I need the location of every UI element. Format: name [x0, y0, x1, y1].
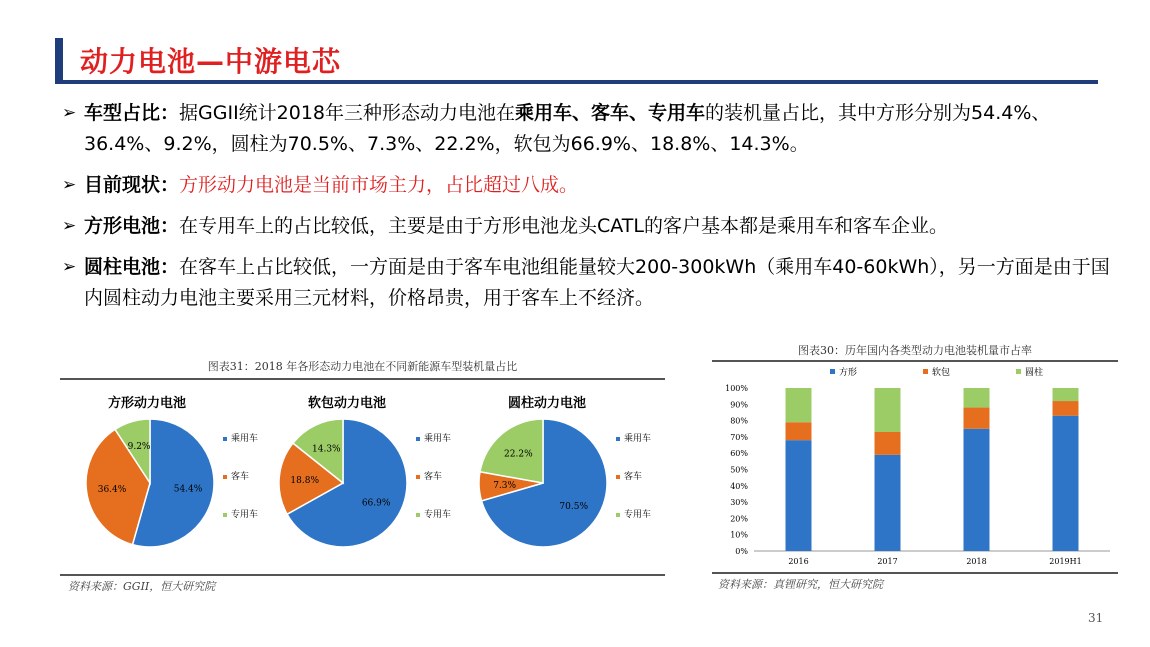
bullet-vehicle-share	[62, 98, 1112, 160]
legend-label: 专用车	[424, 510, 452, 520]
title-underline	[55, 80, 1098, 84]
bullet-text: 在专用车上的占比较低，主要是由于方形电池龙头CATL的客户基本都是乘用车和客车企业。	[179, 215, 948, 237]
pie-data-label: 70.5%	[559, 502, 589, 513]
bar-segment	[964, 388, 990, 408]
legend-label: 乘用车	[624, 434, 652, 444]
legend-label: 方形	[839, 368, 858, 378]
legend-swatch	[616, 475, 620, 479]
bullet-head: 车型占比：	[84, 102, 180, 124]
y-tick-label: 90%	[730, 400, 748, 410]
pie-data-label: 7.3%	[493, 481, 517, 492]
y-tick-label: 80%	[730, 416, 748, 426]
y-tick-label: 0%	[735, 547, 748, 556]
legend-swatch	[616, 437, 620, 441]
bar-segment	[1053, 416, 1079, 551]
figure-bottom-rule	[60, 574, 665, 576]
y-tick-label: 60%	[730, 449, 748, 459]
y-tick-label: 100%	[725, 384, 748, 393]
page-number: 31	[1088, 611, 1104, 625]
pie-data-label: 36.4%	[97, 484, 127, 495]
legend-label: 客车	[424, 472, 443, 482]
legend-swatch	[416, 437, 420, 441]
bar-chart-area	[712, 362, 1118, 572]
bar-segment	[875, 432, 901, 455]
bullet-head: 圆柱电池：	[84, 256, 180, 278]
y-tick-label: 50%	[730, 465, 748, 475]
legend-label: 软包	[932, 368, 951, 378]
legend-label: 客车	[231, 472, 250, 482]
title-accent-bar	[55, 38, 63, 82]
arrow-icon: ➢	[62, 216, 77, 236]
bar-segment	[875, 455, 901, 551]
bullet-cylindrical	[62, 252, 1112, 314]
y-tick-label: 30%	[730, 498, 748, 508]
bullet-prismatic	[62, 211, 1112, 242]
legend-swatch	[1016, 369, 1021, 374]
bar-segment	[1053, 401, 1079, 416]
bar-segment	[786, 422, 812, 440]
figure-caption: 图表30：历年国内各类型动力电池装机量市占率	[798, 344, 1032, 357]
pie-title-pouch: 软包动力电池	[307, 396, 386, 411]
figure-source: 资料来源：GGII，恒大研究院	[68, 580, 216, 593]
legend-swatch	[223, 513, 227, 517]
legend-swatch	[830, 369, 835, 374]
legend-swatch	[223, 475, 227, 479]
legend-swatch	[416, 513, 420, 517]
x-tick-label: 2016	[788, 557, 809, 566]
legend-label: 乘用车	[424, 434, 452, 444]
bar-segment	[964, 429, 990, 551]
bullet-current-status	[62, 170, 1112, 201]
bullet-text: 的装机量占比，其中方形分别为54.4%、36.4%、9.2%，圆柱为70.5%、7.3%、22.2%，软包为66.9%、18.8%、14.3%。	[84, 102, 1051, 155]
y-tick-label: 20%	[730, 514, 748, 524]
bar-figure	[712, 342, 1118, 592]
bullet-text: 在客车上占比较低，一方面是由于客车电池组能量较大200-300kWh（乘用车40-60kWh），另一方面是由于国内圆柱动力电池主要采用三元材料，价格昂贵，用于客车上不经济。	[84, 256, 1110, 309]
y-tick-label: 70%	[730, 432, 748, 442]
y-tick-label: 40%	[730, 481, 748, 491]
arrow-icon: ➢	[62, 175, 77, 195]
pie-title-cylindrical: 圆柱动力电池	[507, 396, 586, 411]
pie-data-label: 22.2%	[504, 449, 533, 460]
pie-title-prismatic: 方形动力电池	[107, 396, 186, 411]
pie-chart-area	[60, 398, 665, 598]
arrow-icon: ➢	[62, 103, 77, 123]
legend-swatch	[223, 437, 227, 441]
legend-swatch	[416, 475, 420, 479]
bar-segment	[875, 388, 901, 432]
x-tick-label: 2017	[877, 557, 898, 566]
figure-source: 资料来源：真锂研究，恒大研究院	[718, 578, 883, 591]
pie-data-label: 18.8%	[290, 475, 320, 486]
bullet-head: 方形电池：	[84, 215, 180, 237]
pie-data-label: 54.4%	[173, 484, 203, 495]
legend-label: 圆柱	[1025, 368, 1044, 378]
x-tick-label: 2019H1	[1049, 557, 1082, 566]
figure-bottom-rule	[712, 572, 1118, 574]
y-tick-label: 10%	[730, 530, 748, 540]
bullet-list	[62, 98, 1112, 324]
x-tick-label: 2018	[966, 557, 987, 566]
legend-label: 专用车	[231, 510, 259, 520]
bullet-text: 据GGII统计2018年三种形态动力电池在	[179, 102, 516, 124]
figure-top-rule	[60, 378, 665, 380]
bar-segment	[786, 388, 812, 422]
pie-data-label: 66.9%	[361, 498, 391, 509]
page-title: 动力电池—中游电芯	[80, 45, 342, 78]
pie-figure	[60, 358, 665, 598]
legend-swatch	[616, 513, 620, 517]
bar-segment	[1053, 388, 1079, 401]
arrow-icon: ➢	[62, 257, 77, 277]
pie-data-label: 9.2%	[127, 442, 151, 453]
legend-label: 专用车	[624, 510, 652, 520]
pie-data-label: 14.3%	[312, 444, 341, 455]
legend-swatch	[923, 369, 928, 374]
bullet-text: 方形动力电池是当前市场主力，占比超过八成。	[179, 174, 579, 196]
figure-caption: 图表31：2018 年各形态动力电池在不同新能源车型装机量占比	[207, 360, 518, 373]
bullet-bold-text: 乘用车、客车、专用车	[515, 102, 706, 124]
bullet-head: 目前现状：	[84, 174, 180, 196]
legend-label: 乘用车	[231, 434, 259, 444]
bar-segment	[786, 440, 812, 551]
legend-label: 客车	[624, 472, 643, 482]
bar-segment	[964, 408, 990, 429]
